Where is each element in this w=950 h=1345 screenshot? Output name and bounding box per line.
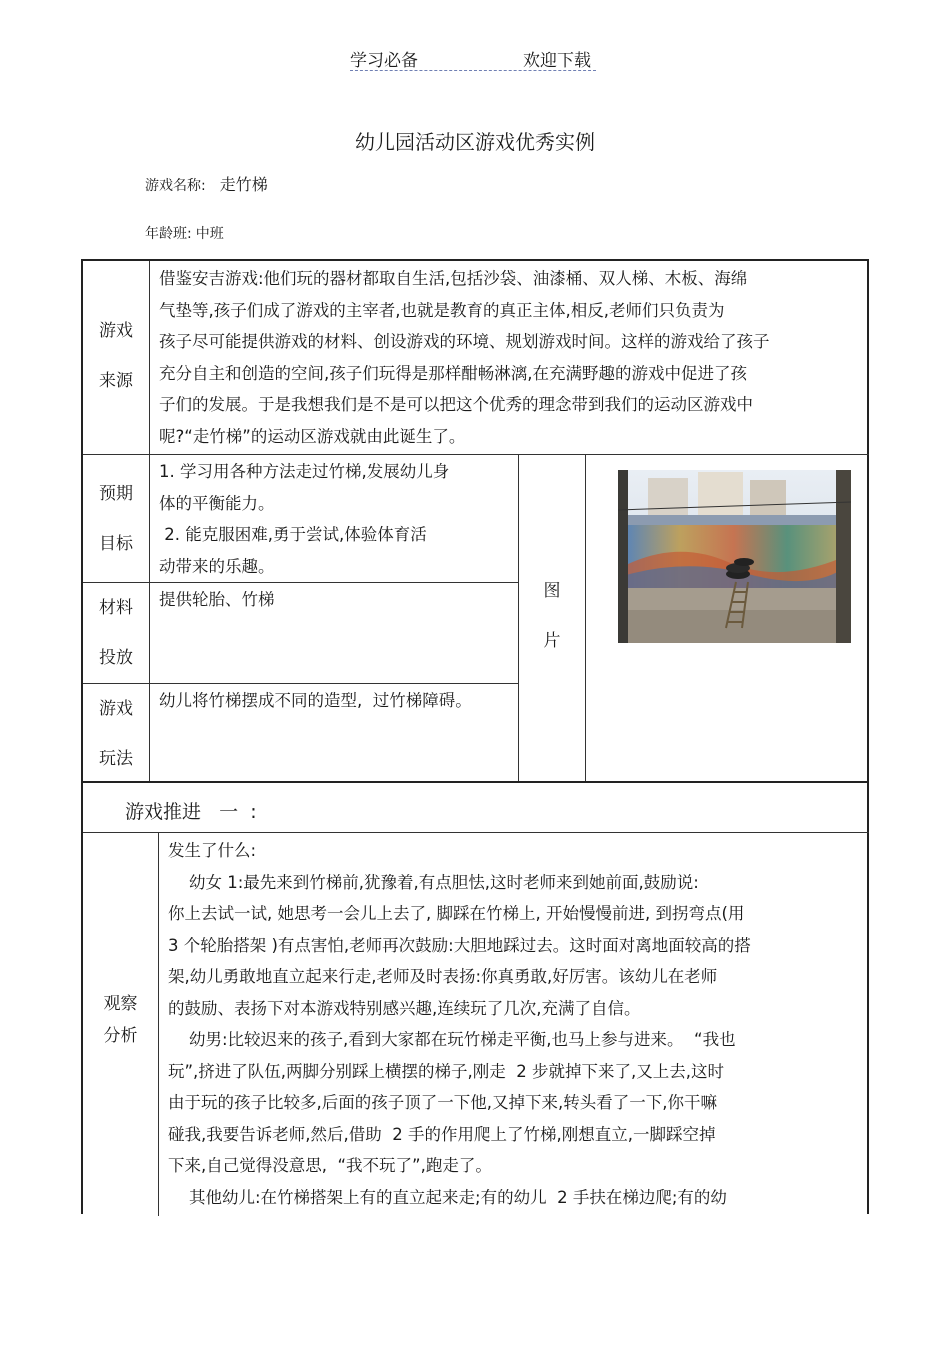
source-label-2: 来源 bbox=[99, 371, 133, 391]
source-line: 借鉴安吉游戏:他们玩的器材都取自生活,包括沙袋、油漆桶、双人梯、木板、海绵 bbox=[159, 269, 748, 288]
source-line: 子们的发展。于是我想我们是不是可以把这个优秀的理念带到我们的运动区游戏中 bbox=[159, 395, 753, 414]
material-label-2: 投放 bbox=[99, 648, 133, 668]
material-label bbox=[83, 583, 149, 683]
observation-line: 玩”,挤进了队伍,两脚分别踩上横摆的梯子,刚走 2 步就掉下来了,又上去,这时 bbox=[168, 1061, 725, 1081]
play-label-2: 玩法 bbox=[99, 749, 133, 769]
observation-label-1: 观察 bbox=[103, 994, 138, 1014]
source-line: 充分自主和创造的空间,孩子们玩得是那样酣畅淋漓,在充满野趣的游戏中促进了孩 bbox=[159, 363, 747, 383]
material-text: 提供轮胎、竹梯 bbox=[159, 590, 275, 609]
source-label bbox=[83, 306, 149, 406]
observation-line: 其他幼儿:在竹梯搭架上有的直立起来走;有的幼儿 2 手扶在梯边爬;有的幼 bbox=[168, 1187, 727, 1207]
goal-label-1: 预期 bbox=[99, 484, 133, 504]
picture-label-1: 图 bbox=[543, 581, 561, 601]
observation-line: 发生了什么: bbox=[168, 841, 257, 860]
observation-line: 的鼓励、表扬下对本游戏特别感兴趣,连续玩了几次,充满了自信。 bbox=[168, 998, 641, 1018]
goal-content bbox=[149, 454, 518, 582]
goal-line: 动带来的乐趣。 bbox=[159, 556, 275, 576]
goal-label-2: 目标 bbox=[99, 534, 133, 554]
header-right: 欢迎下载 bbox=[523, 51, 591, 71]
play-text: 幼儿将竹梯摆成不同的造型, 过竹梯障碍。 bbox=[159, 691, 472, 710]
picture-label-2: 片 bbox=[543, 631, 561, 651]
playground-photo bbox=[618, 470, 851, 643]
source-content bbox=[149, 261, 869, 454]
source-line: 气垫等,孩子们成了游戏的主宰者,也就是教育的真正主体,相反,老师们只负责为 bbox=[159, 300, 725, 320]
play-label-1: 游戏 bbox=[99, 699, 133, 719]
observation-content bbox=[158, 832, 869, 1216]
observation-line: 架,幼儿勇敢地直立起来行走,老师及时表扬:你真勇敢,好厉害。该幼儿在老师 bbox=[168, 967, 718, 986]
progress-table bbox=[81, 781, 869, 1214]
header-underline bbox=[350, 70, 596, 71]
observation-label bbox=[83, 988, 158, 1052]
material-content bbox=[149, 582, 518, 683]
page-title: 幼儿园活动区游戏优秀实例 bbox=[355, 130, 595, 154]
observation-line: 由于玩的孩子比较多,后面的孩子顶了一下他,又掉下来,转头看了一下,你干嘛 bbox=[168, 1093, 717, 1112]
observation-line: 幼男:比较迟来的孩子,看到大家都在玩竹梯走平衡,也马上参与进来。 “我也 bbox=[168, 1030, 736, 1049]
game-name-label: 游戏名称: bbox=[145, 178, 206, 194]
goal-line: 1. 学习用各种方法走过竹梯,发展幼儿身 bbox=[159, 462, 450, 481]
observation-label-2: 分析 bbox=[103, 1026, 138, 1046]
age-class-row bbox=[145, 223, 224, 243]
source-label-1: 游戏 bbox=[99, 321, 133, 341]
source-line: 孩子尽可能提供游戏的材料、创设游戏的环境、规划游戏时间。这样的游戏给了孩子 bbox=[159, 332, 770, 351]
header-left: 学习必备 bbox=[350, 51, 418, 71]
goal-label bbox=[83, 469, 149, 569]
play-content bbox=[149, 683, 518, 783]
material-label-1: 材料 bbox=[99, 598, 133, 618]
age-class-value: 中班 bbox=[195, 226, 224, 242]
advance-title: 游戏推进 一 : bbox=[125, 801, 257, 823]
source-line: 呢?“走竹梯”的运动区游戏就由此诞生了。 bbox=[159, 426, 466, 446]
picture-label bbox=[518, 454, 585, 783]
play-label bbox=[83, 684, 149, 784]
observation-line: 你上去试一试, 她思考一会儿上去了, 脚踩在竹梯上, 开始慢慢前进, 到拐弯点(用 bbox=[168, 904, 745, 923]
goal-line: 体的平衡能力。 bbox=[159, 493, 275, 513]
observation-line: 碰我,我要告诉老师,然后,借助 2 手的作用爬上了竹梯,刚想直立,一脚踩空掉 bbox=[168, 1124, 716, 1144]
goal-line: 2. 能克服困难,勇于尝试,体验体育活 bbox=[159, 525, 427, 544]
observation-line: 下来,自己觉得没意思, “我不玩了”,跑走了。 bbox=[168, 1156, 492, 1175]
age-class-label: 年龄班: bbox=[145, 226, 192, 242]
observation-line: 3 个轮胎搭架 )有点害怕,老师再次鼓励:大胆地踩过去。这时面对离地面较高的搭 bbox=[168, 935, 751, 955]
game-name-row bbox=[145, 172, 268, 195]
game-name-value: 走竹梯 bbox=[219, 175, 268, 194]
page-header bbox=[0, 46, 950, 74]
observation-line: 幼女 1:最先来到竹梯前,犹豫着,有点胆怯,这时老师来到她前面,鼓励说: bbox=[168, 872, 699, 892]
